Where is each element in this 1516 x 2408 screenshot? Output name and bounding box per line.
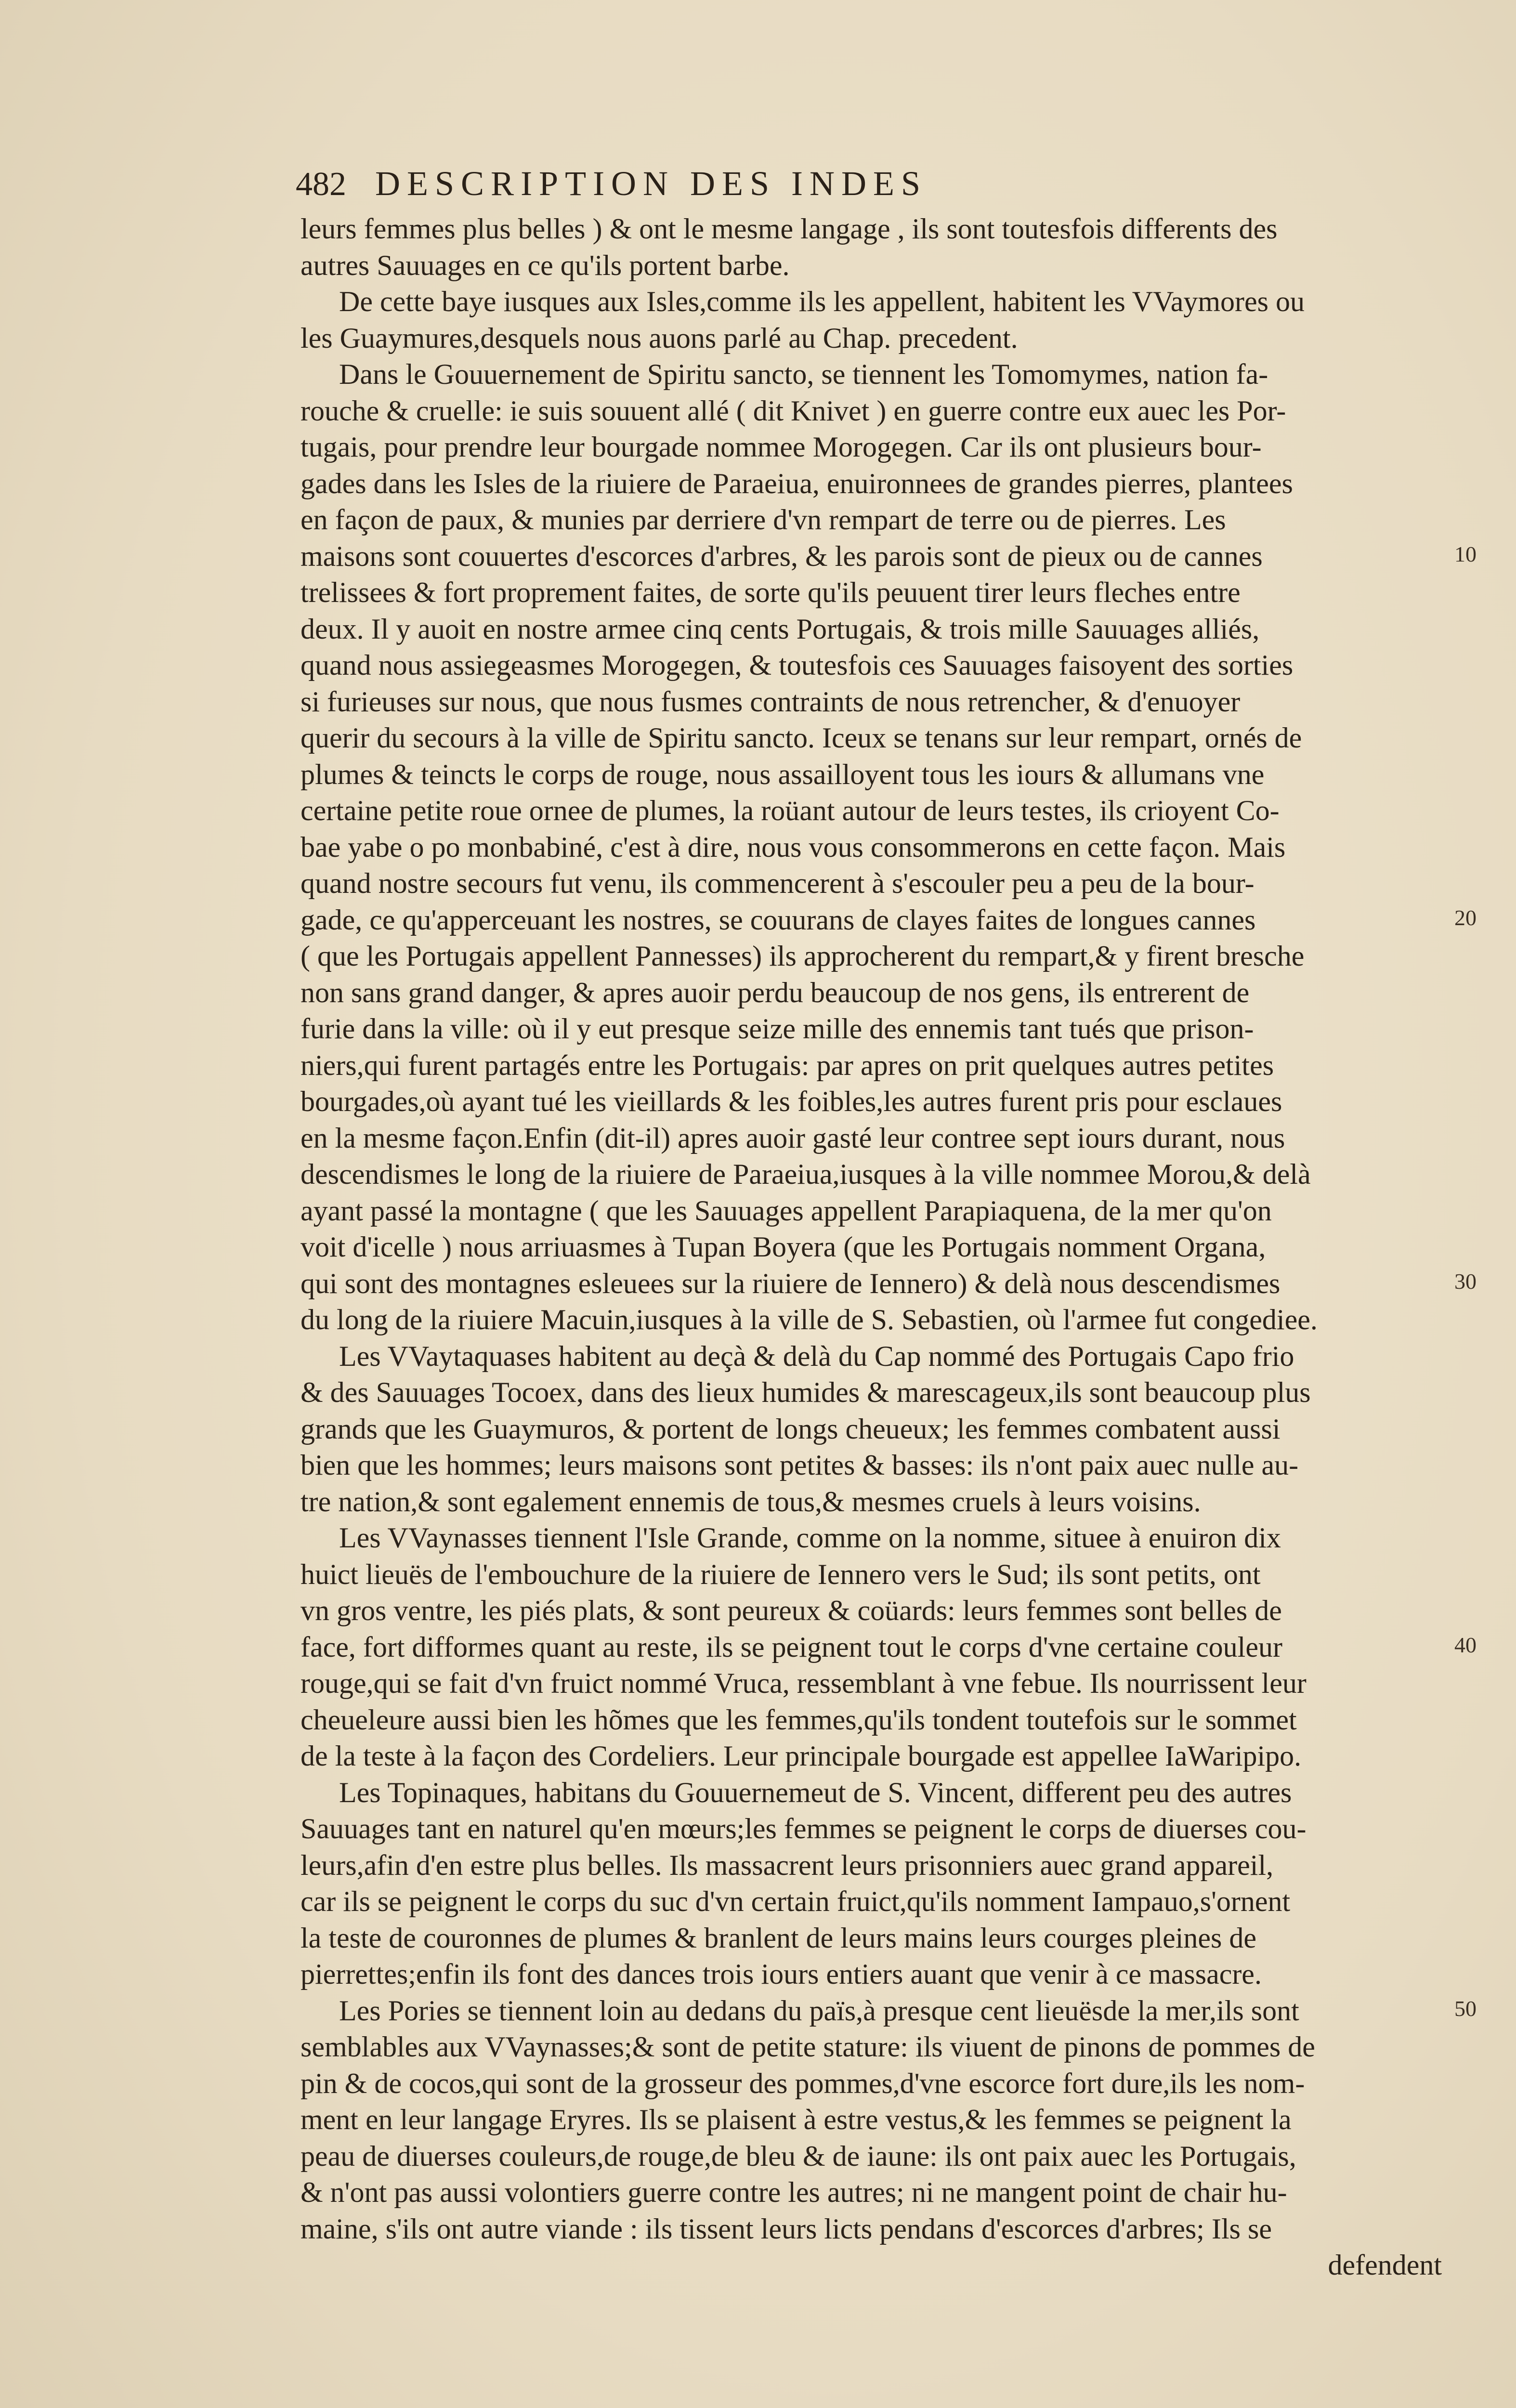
text-line: maisons sont couuertes d'escorces d'arbres, & les parois sont de pieux ou de cannes: [301, 540, 1263, 572]
text-line: les Guaymures,desquels nous auons parlé au Chap. precedent.: [301, 322, 1018, 354]
text-line: quand nous assiegeasmes Morogegen, & toutesfois ces Sauuages faisoyent des sorties: [301, 649, 1294, 681]
running-title: DESCRIPTION DES INDES: [375, 164, 928, 203]
text-line: deux. Il y auoit en nostre armee cinq cents Portugais, & trois mille Sauuages alliés,: [301, 613, 1260, 645]
page-number: 482: [296, 166, 346, 203]
margin-line-number: 20: [1454, 905, 1477, 930]
text-line: Les Pories se tiennent loin au dedans du païs,à presque cent lieuësde la mer,ils sont: [339, 1994, 1299, 2027]
text-line: peau de diuerses couleurs,de rouge,de bleu & de iaune: ils ont paix auec les Portugais,: [301, 2140, 1296, 2172]
text-line: en la mesme façon.Enfin (dit-il) apres auoir gasté leur contree sept iours durant, nous: [301, 1122, 1285, 1154]
text-line: ayant passé la montagne ( que les Sauuages appellent Parapiaquena, de la mer qu'on: [301, 1194, 1272, 1227]
text-line: maine, s'ils ont autre viande : ils tissent leurs licts pendans d'escorces d'arbres; Ils se: [301, 2212, 1272, 2245]
text-line: rouge,qui se fait d'vn fruict nommé Vruca, ressemblant à vne febue. Ils nourrissent leur: [301, 1667, 1307, 1699]
text-line: si furieuses sur nous, que nous fusmes contraints de nous retrencher, & d'enuoyer: [301, 685, 1241, 718]
margin-line-number: 50: [1454, 1996, 1477, 2021]
body-text: [301, 211, 1447, 2284]
text-line: leurs,afin d'en estre plus belles. Ils massacrent leurs prisonniers auec grand appareil,: [301, 1849, 1274, 1881]
text-line: semblables aux VVaynasses;& sont de petite stature: ils viuent de pinons de pommes de: [301, 2031, 1315, 2063]
text-line: face, fort difformes quant au reste, ils se peignent tout le corps d'vne certaine couleur: [301, 1631, 1282, 1663]
margin-line-number: 30: [1454, 1269, 1477, 1294]
text-line: pierrettes;enfin ils font des dances trois iours entiers auant que venir à ce massacre.: [301, 1958, 1262, 1990]
catchword: defendent: [1328, 2249, 1442, 2281]
text-line: vn gros ventre, les piés plats, & sont peureux & coüards: leurs femmes sont belles de: [301, 1595, 1282, 1626]
text-line: rouche & cruelle: ie suis souuent allé ( dit Knivet ) en guerre contre eux auec les Por-: [301, 394, 1286, 427]
text-line: gade, ce qu'apperceuant les nostres, se couurans de clayes faites de longues cannes: [301, 903, 1256, 936]
margin-line-number: 40: [1454, 1632, 1477, 1657]
text-line: leurs femmes plus belles ) & ont le mesme langage , ils sont toutesfois differents des: [301, 213, 1278, 245]
text-line: quand nostre secours fut venu, ils commencerent à s'escouler peu a peu de la bour-: [301, 867, 1255, 899]
text-line: niers,qui furent partagés entre les Portugais: par apres on prit quelques autres petites: [301, 1049, 1274, 1081]
text-line: & n'ont pas aussi volontiers guerre contre les autres; ni ne mangent point de chair hu-: [301, 2176, 1287, 2208]
text-line: non sans grand danger, & apres auoir perdu beaucoup de nos gens, ils entrerent de: [301, 976, 1250, 1008]
text-line: De cette baye iusques aux Isles,comme ils les appellent, habitent les VVaymores ou: [339, 286, 1305, 317]
text-line: descendismes le long de la riuiere de Paraeiua,iusques à la ville nommee Morou,& delà: [301, 1158, 1311, 1190]
text-line: car ils se peignent le corps du suc d'vn certain fruict,qu'ils nomment Iampauo,s'ornent: [301, 1885, 1291, 1917]
text-line: bae yabe o po monbabiné, c'est à dire, nous vous consommerons en cette façon. Mais: [301, 831, 1286, 863]
text-line: trelissees & fort proprement faites, de sorte qu'ils peuuent tirer leurs fleches entre: [301, 576, 1241, 608]
text-line: furie dans la ville: où il y eut presque seize mille des ennemis tant tués que prison-: [301, 1013, 1254, 1045]
text-line: en façon de paux, & munies par derriere d'vn rempart de terre ou de pierres. Les: [301, 504, 1226, 536]
text-line: & des Sauuages Tocoex, dans des lieux humides & marescageux,ils sont beaucoup plus: [301, 1376, 1311, 1408]
margin-line-number: 10: [1454, 541, 1477, 566]
text-line: bourgades,où ayant tué les vieillards & les foibles,les autres furent pris pour esclaues: [301, 1086, 1282, 1117]
text-line: grands que les Guaymuros, & portent de longs cheueux; les femmes combatent aussi: [301, 1413, 1281, 1445]
text-line: tre nation,& sont egalement ennemis de tous,& mesmes cruels à leurs voisins.: [301, 1485, 1201, 1518]
text-line: cheueleure aussi bien les hõmes que les femmes,qu'ils tondent toutefois sur le sommet: [301, 1703, 1297, 1736]
text-line: Sauuages tant en naturel qu'en mœurs;les femmes se peignent le corps de diuerses cou-: [301, 1813, 1307, 1845]
text-line: huict lieuës de l'embouchure de la riuiere de Iennero vers le Sud; ils sont petits, ont: [301, 1558, 1261, 1590]
text-line: de la teste à la façon des Cordeliers. Leur principale bourgade est appellee IaWaripipo.: [301, 1740, 1302, 1772]
text-line: certaine petite roue ornee de plumes, la roüant autour de leurs testes, ils crioyent Co-: [301, 795, 1280, 826]
text-line: ment en leur langage Eryres. Ils se plaisent à estre vestus,& les femmes se peignent la: [301, 2104, 1292, 2135]
text-line: autres Sauuages en ce qu'ils portent barbe.: [301, 249, 790, 281]
text-line: Dans le Gouuernement de Spiritu sancto, se tiennent les Tomomymes, nation fa-: [339, 358, 1268, 390]
text-line: bien que les hommes; leurs maisons sont petites & basses: ils n'ont paix auec nulle au-: [301, 1449, 1299, 1481]
text-line: Les Topinaques, habitans du Gouuernemeut de S. Vincent, different peu des autres: [339, 1776, 1292, 1808]
text-line: tugais, pour prendre leur bourgade nommee Morogegen. Car ils ont plusieurs bour-: [301, 431, 1262, 463]
running-header: [296, 164, 1259, 217]
text-line: voit d'icelle ) nous arriuasmes à Tupan Boyera (que les Portugais nomment Organa,: [301, 1231, 1266, 1263]
text-line: plumes & teincts le corps de rouge, nous assailloyent tous les iours & allumans vne: [301, 758, 1265, 790]
text-line: du long de la riuiere Macuin,iusques à la ville de S. Sebastien, où l'armee fut congediee.: [301, 1304, 1318, 1335]
text-line: la teste de couronnes de plumes & branlent de leurs mains leurs courges pleines de: [301, 1922, 1256, 1954]
text-line: Les VVaytaquases habitent au deçà & delà du Cap nommé des Portugais Capo frio: [339, 1340, 1294, 1372]
text-line: pin & de cocos,qui sont de la grosseur des pommes,d'vne escorce fort dure,ils les nom-: [301, 2067, 1305, 2099]
text-line: Les VVaynasses tiennent l'Isle Grande, comme on la nomme, situee à enuiron dix: [339, 1522, 1281, 1554]
text-line: qui sont des montagnes esleuees sur la riuiere de Iennero) & delà nous descendismes: [301, 1267, 1281, 1299]
text-line: ( que les Portugais appellent Pannesses) ils approcherent du rempart,& y firent bresche: [301, 940, 1305, 972]
text-line: querir du secours à la ville de Spiritu sancto. Iceux se tenans sur leur rempart, ornés de: [301, 722, 1302, 754]
text-line: gades dans les Isles de la riuiere de Paraeiua, enuironnees de grandes pierres, plantees: [301, 467, 1293, 499]
